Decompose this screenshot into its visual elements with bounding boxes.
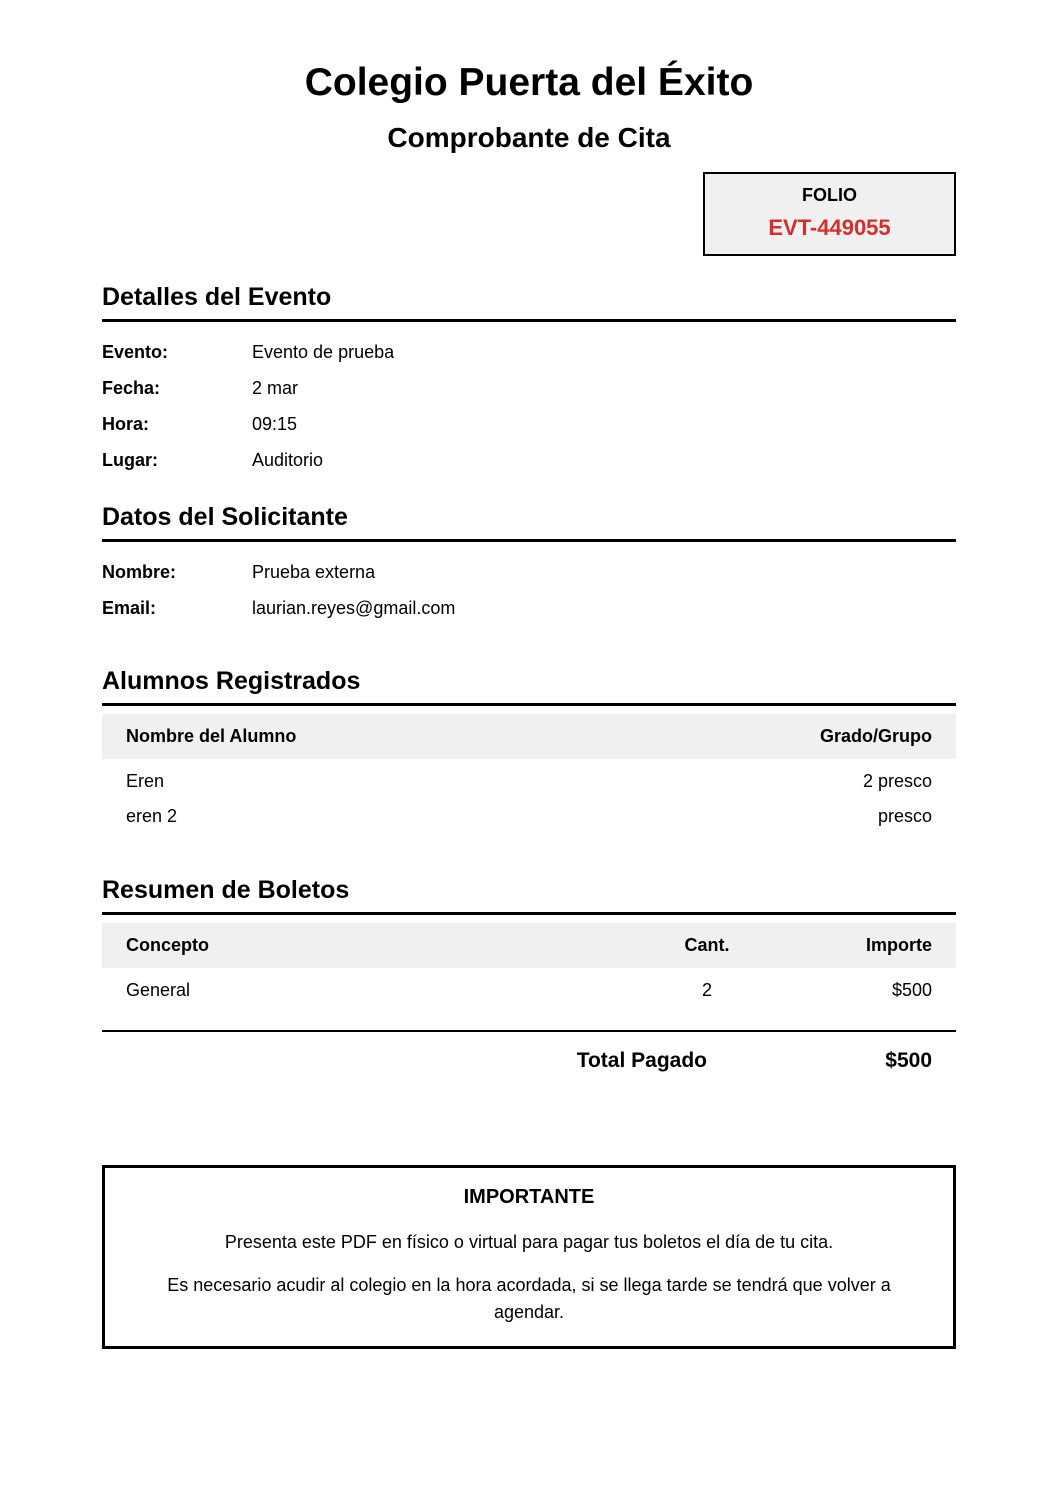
- event-row: [102, 342, 956, 363]
- ticket-qty: 2: [701, 980, 712, 1001]
- tickets-col-qty: Cant.: [684, 935, 730, 956]
- notice-title: IMPORTANTE: [463, 1186, 595, 1209]
- name-label: Nombre:: [102, 562, 177, 583]
- place-label: Lugar:: [102, 450, 158, 471]
- folio-label: FOLIO: [802, 185, 857, 206]
- date-value: 2 mar: [252, 378, 299, 399]
- name-row: [102, 562, 956, 583]
- tickets-col-amount: Importe: [865, 935, 932, 956]
- tickets-table-header: [102, 923, 956, 968]
- notice-line-1: Presenta este PDF en físico o virtual para pagar tus boletos el día de tu cita.: [224, 1232, 834, 1253]
- student-name: eren 2: [126, 806, 178, 827]
- event-details-rows: [102, 342, 956, 471]
- folio-value: EVT-449055: [768, 215, 891, 241]
- students-col-name: Nombre del Alumno: [126, 726, 297, 747]
- page-content: [102, 0, 956, 1349]
- date-row: [102, 378, 956, 399]
- students-col-grade: Grado/Grupo: [820, 726, 932, 747]
- applicant-rows: [102, 562, 956, 619]
- total-paid-value: $500: [885, 1049, 932, 1073]
- email-value: laurian.reyes@gmail.com: [252, 598, 456, 619]
- important-notice-box: [102, 1165, 956, 1349]
- place-value: Auditorio: [252, 450, 324, 471]
- table-row: [102, 759, 956, 794]
- place-row: [102, 450, 956, 471]
- table-row: [102, 968, 956, 1003]
- school-name-title: Colegio Puerta del Éxito: [304, 61, 754, 104]
- ticket-amount: $500: [891, 980, 932, 1001]
- section-heading-event-details: Detalles del Evento: [102, 282, 956, 322]
- ticket-concept: General: [126, 980, 191, 1001]
- name-value: Prueba externa: [252, 562, 376, 583]
- total-paid-label: Total Pagado: [576, 1049, 707, 1073]
- students-table-header: [102, 714, 956, 759]
- event-value: Evento de prueba: [252, 342, 395, 363]
- student-grade: presco: [877, 806, 932, 827]
- student-name: Eren: [126, 771, 165, 792]
- section-heading-students: Alumnos Registrados: [102, 666, 956, 706]
- time-label: Hora:: [102, 414, 150, 435]
- student-grade: 2 presco: [862, 771, 932, 792]
- table-row: [102, 794, 956, 829]
- total-row: [102, 1032, 956, 1073]
- section-heading-applicant: Datos del Solicitante: [102, 502, 956, 542]
- folio-box: [703, 172, 956, 256]
- email-row: [102, 598, 956, 619]
- time-row: [102, 414, 956, 435]
- time-value: 09:15: [252, 414, 298, 435]
- notice-line-2: Es necesario acudir al colegio en la hora acordada, si se llega tarde se tendrá que volver a agendar.: [167, 1275, 891, 1323]
- tickets-table: [102, 923, 956, 1003]
- date-label: Fecha:: [102, 378, 161, 399]
- tickets-col-concept: Concepto: [126, 935, 209, 956]
- event-label: Evento:: [102, 342, 169, 363]
- email-label: Email:: [102, 598, 157, 619]
- document-title: Comprobante de Cita: [387, 121, 671, 153]
- section-heading-tickets: Resumen de Boletos: [102, 875, 956, 915]
- students-table: [102, 714, 956, 829]
